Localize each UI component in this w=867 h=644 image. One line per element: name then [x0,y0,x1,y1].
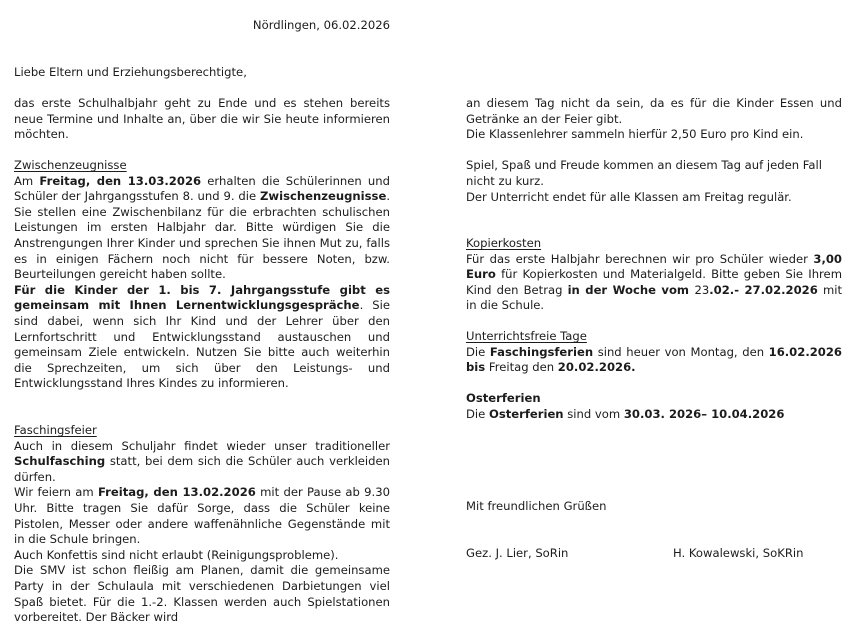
faschingsfeier-paragraph-5: Die Klassenlehrer sammeln hierfür 2,50 Euro pro Kind ein. [466,127,804,142]
date-bold: Freitag, den 13.03.2026 [39,173,202,188]
section-heading: Kopierkosten [466,236,542,250]
faschingsferien-paragraph [466,345,842,376]
date-range-bold: .02.- 27.02.2026 [709,282,818,297]
section-heading: Osterferien [466,391,541,405]
text: Freitag den [485,360,558,375]
term-bold: Faschingsferien [489,344,594,359]
place-date: Nördlingen, 06.02.2026 [252,18,390,32]
date-range-bold: 30.03. 2026– 10.04.2026 [623,406,785,421]
section-unterrichtsfreie-tage [466,329,842,376]
section-kopierkosten [466,236,842,314]
section-zwischenzeugnisse [14,158,390,392]
text: Die [466,406,489,421]
section-faschingsfeier [14,423,390,626]
lernentwicklung-bold: Für die Kinder der 1. bis 7. Jahrgangsstufe gibt es gemeinsam mit Ihnen Lernentwicklungsgespräche [14,282,390,313]
section-osterferien [466,391,842,422]
zwischenzeugnisse-paragraph-1 [14,174,390,283]
faschingsfeier-paragraph-7: Der Unterricht endet für alle Klassen am Freitag regulär. [466,189,792,204]
faschingsfeier-paragraph-3: Auch Konfettis sind nicht erlaubt (Reinigungsprobleme). [14,547,339,562]
text: erhalten die Schülerinnen und Schüler der Jahrgangsstufen 8. und 9. die [14,173,390,204]
zwischenzeugnisse-paragraph-2 [14,283,390,392]
signer-1: Gez. J. Lier, SoRin [466,546,569,560]
kopierkosten-paragraph [466,252,842,314]
osterferien-paragraph [466,407,842,423]
date-bold: 20.02.2026. [557,360,636,375]
text: mit in die Schule. [466,282,843,313]
section-heading: Zwischenzeugnisse [14,158,127,172]
faschingsfeier-paragraph-4: Die SMV ist schon fleißig am Planen, damit die gemeinsame Party in der Schulaula mit verschiedenen Darbietungen viel Spaß bietet. Für die 1.-2. Klassen werden auch Spielstationen vorbereitet. Der Bäcker wird [14,563,390,625]
section-heading: Unterrichtsfreie Tage [466,329,587,343]
intro-paragraph: das erste Schulhalbjahr geht zu Ende und es stehen bereits neue Termine und Inhalte an, über die wir Sie heute informieren möchten. [14,96,390,142]
signer-2: H. Kowalewski, SoKRin [673,546,804,560]
salutation: Liebe Eltern und Erziehungsberechtigte, [14,65,247,79]
faschingsfeier-paragraph-1 [14,439,390,486]
text: . Sie stellen eine Zwischenbilanz für die erbrachten schulischen Leistungen im ersten Halbjahr dar. Bitte würdigen Sie die Anstrengungen Ihrer Kinder und sprechen Sie ihnen Mut zu, falls es in einigen Fächern noch nicht für bessere Noten, bzw. Beurteilungen gereicht haben sollte. [14,189,390,282]
faschingsfeier-paragraph-2 [14,485,390,547]
date-bold: 16.02.2026 bis [466,344,842,375]
text: Die [466,344,490,359]
text: Wir feiern am [14,485,98,500]
date-bold: Freitag, den 13.02.2026 [97,485,256,500]
text: Für das erste Halbjahr berechnen wir pro Schüler wieder [466,251,814,266]
faschingsfeier-paragraph-6: Spiel, Spaß und Freude kommen an diesem Tag auf jeden Fall nicht zu kurz. [466,158,822,188]
term-bold: Schulfasching [14,454,106,469]
section-heading: Faschingsfeier [14,423,97,437]
closing-greeting: Mit freundlichen Grüßen [466,499,607,513]
text: Am [14,173,40,188]
text: . Sie sind dabei, wenn sich Ihr Kind und der Lehrer über den Lernfortschritt und Entwicklungsstand austauschen und gemeinsam Ziele entwickeln. Nutzen Sie bitte auch weiterhin die Sprechzeiten, um sich über den Leistungs- und Entwicklungsstand Ihres Kindes zu informieren. [14,298,390,391]
text: statt, bei dem sich die Schüler auch verkleiden dürfen. [14,454,390,484]
text: sind vom [563,406,624,421]
text: Auch in diesem Schuljahr findet wieder unser traditioneller [14,438,390,453]
faschingsfeier-continued [466,96,842,205]
text: mit der Pause ab 9.30 Uhr. Bitte tragen Sie dafür Sorge, dass die Schüler keine Pistolen, Messer oder andere waffenähnliche Gegenstände mit in die Schule bringen. [14,485,390,547]
text: 23 [694,282,710,297]
text: sind heuer von Montag, den [593,344,769,359]
term-bold: Zwischenzeugnisse [260,189,387,204]
term-bold: Osterferien [488,406,564,421]
signatures [466,546,842,562]
week-bold: in der Woche vom [567,282,695,297]
text: für Kopierkosten und Materialgeld. Bitte geben Sie Ihrem Kind den Betrag [466,267,842,297]
amount-bold: 3,00 Euro [466,251,842,282]
faschingsfeier-paragraph-4-cont: an diesem Tag nicht da sein, da es für die Kinder Essen und Getränke an der Feier gibt. [466,96,842,126]
